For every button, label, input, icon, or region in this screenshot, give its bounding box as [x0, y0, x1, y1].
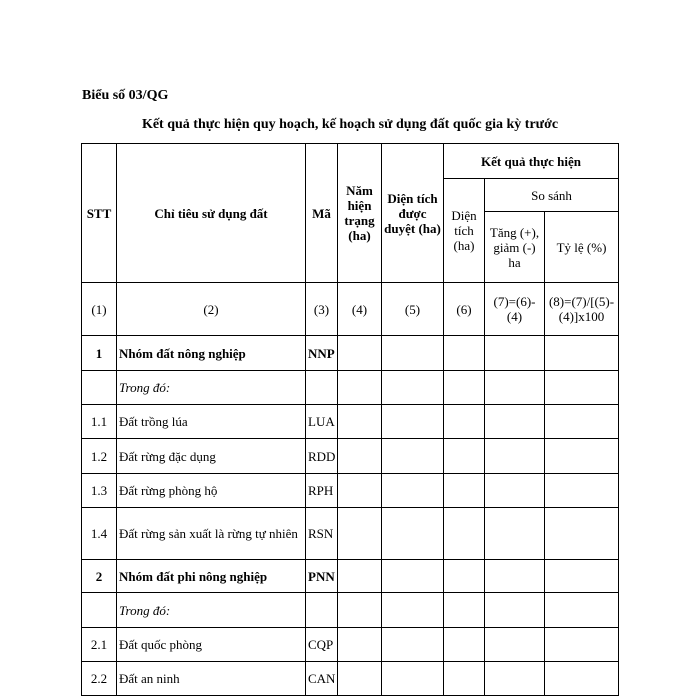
land-use-results-table [81, 143, 619, 696]
header-change: Tăng (+), giảm (-) ha [485, 212, 545, 283]
col-number-5: (5) [382, 283, 444, 336]
row-stt: 1.1 [82, 405, 117, 439]
col-number-1: (1) [82, 283, 117, 336]
table-row [82, 662, 619, 696]
table-row [82, 593, 619, 628]
header-indicator: Chỉ tiêu sử dụng đất [117, 144, 306, 283]
table-row [82, 628, 619, 662]
table-row [82, 560, 619, 593]
row-code: CQP [306, 628, 338, 662]
col-number-4: (4) [338, 283, 382, 336]
table-row [82, 371, 619, 405]
row-code: RPH [306, 474, 338, 508]
row-code: RDD [306, 439, 338, 474]
row-indicator: Đất an ninh [117, 662, 306, 696]
table-row [82, 508, 619, 560]
row-indicator: Nhóm đất phi nông nghiệp [117, 560, 306, 593]
row-stt: 2.1 [82, 628, 117, 662]
table-row [82, 474, 619, 508]
col-number-7: (7)=(6)-(4) [485, 283, 545, 336]
col-number-8: (8)=(7)/[(5)-(4)]x100 [545, 283, 619, 336]
row-code: PNN [306, 560, 338, 593]
row-code [306, 371, 338, 405]
row-stt: 2 [82, 560, 117, 593]
col-number-3: (3) [306, 283, 338, 336]
header-result: Kết quả thực hiện [444, 144, 619, 179]
row-code: NNP [306, 336, 338, 371]
header-ratio: Tỷ lệ (%) [545, 212, 619, 283]
header-code: Mã [306, 144, 338, 283]
row-indicator: Đất trồng lúa [117, 405, 306, 439]
row-stt: 1.2 [82, 439, 117, 474]
row-indicator: Nhóm đất nông nghiệp [117, 336, 306, 371]
row-code: CAN [306, 662, 338, 696]
row-code: LUA [306, 405, 338, 439]
header-stt: STT [82, 144, 117, 283]
document-title: Kết quả thực hiện quy hoạch, kế hoạch sử dụng đất quốc gia kỳ trước [141, 117, 559, 132]
table-row [82, 439, 619, 474]
form-code: Biểu số 03/QG [82, 88, 169, 103]
header-approved-area: Diện tích được duyệt (ha) [382, 144, 444, 283]
row-stt: 1 [82, 336, 117, 371]
col-number-2: (2) [117, 283, 306, 336]
header-area: Diện tích (ha) [444, 179, 485, 283]
row-indicator: Đất rừng phòng hộ [117, 474, 306, 508]
row-stt: 2.2 [82, 662, 117, 696]
table-row [82, 336, 619, 371]
row-indicator: Đất rừng sản xuất là rừng tự nhiên [117, 508, 306, 560]
row-indicator: Trong đó: [117, 593, 306, 628]
row-stt [82, 371, 117, 405]
header-compare: So sánh [485, 179, 619, 212]
row-code [306, 593, 338, 628]
row-indicator: Đất rừng đặc dụng [117, 439, 306, 474]
row-indicator: Đất quốc phòng [117, 628, 306, 662]
row-stt [82, 593, 117, 628]
col-number-6: (6) [444, 283, 485, 336]
row-stt: 1.3 [82, 474, 117, 508]
row-stt: 1.4 [82, 508, 117, 560]
row-code: RSN [306, 508, 338, 560]
header-current-year: Năm hiện trạng (ha) [338, 144, 382, 283]
row-indicator: Trong đó: [117, 371, 306, 405]
table-row [82, 405, 619, 439]
